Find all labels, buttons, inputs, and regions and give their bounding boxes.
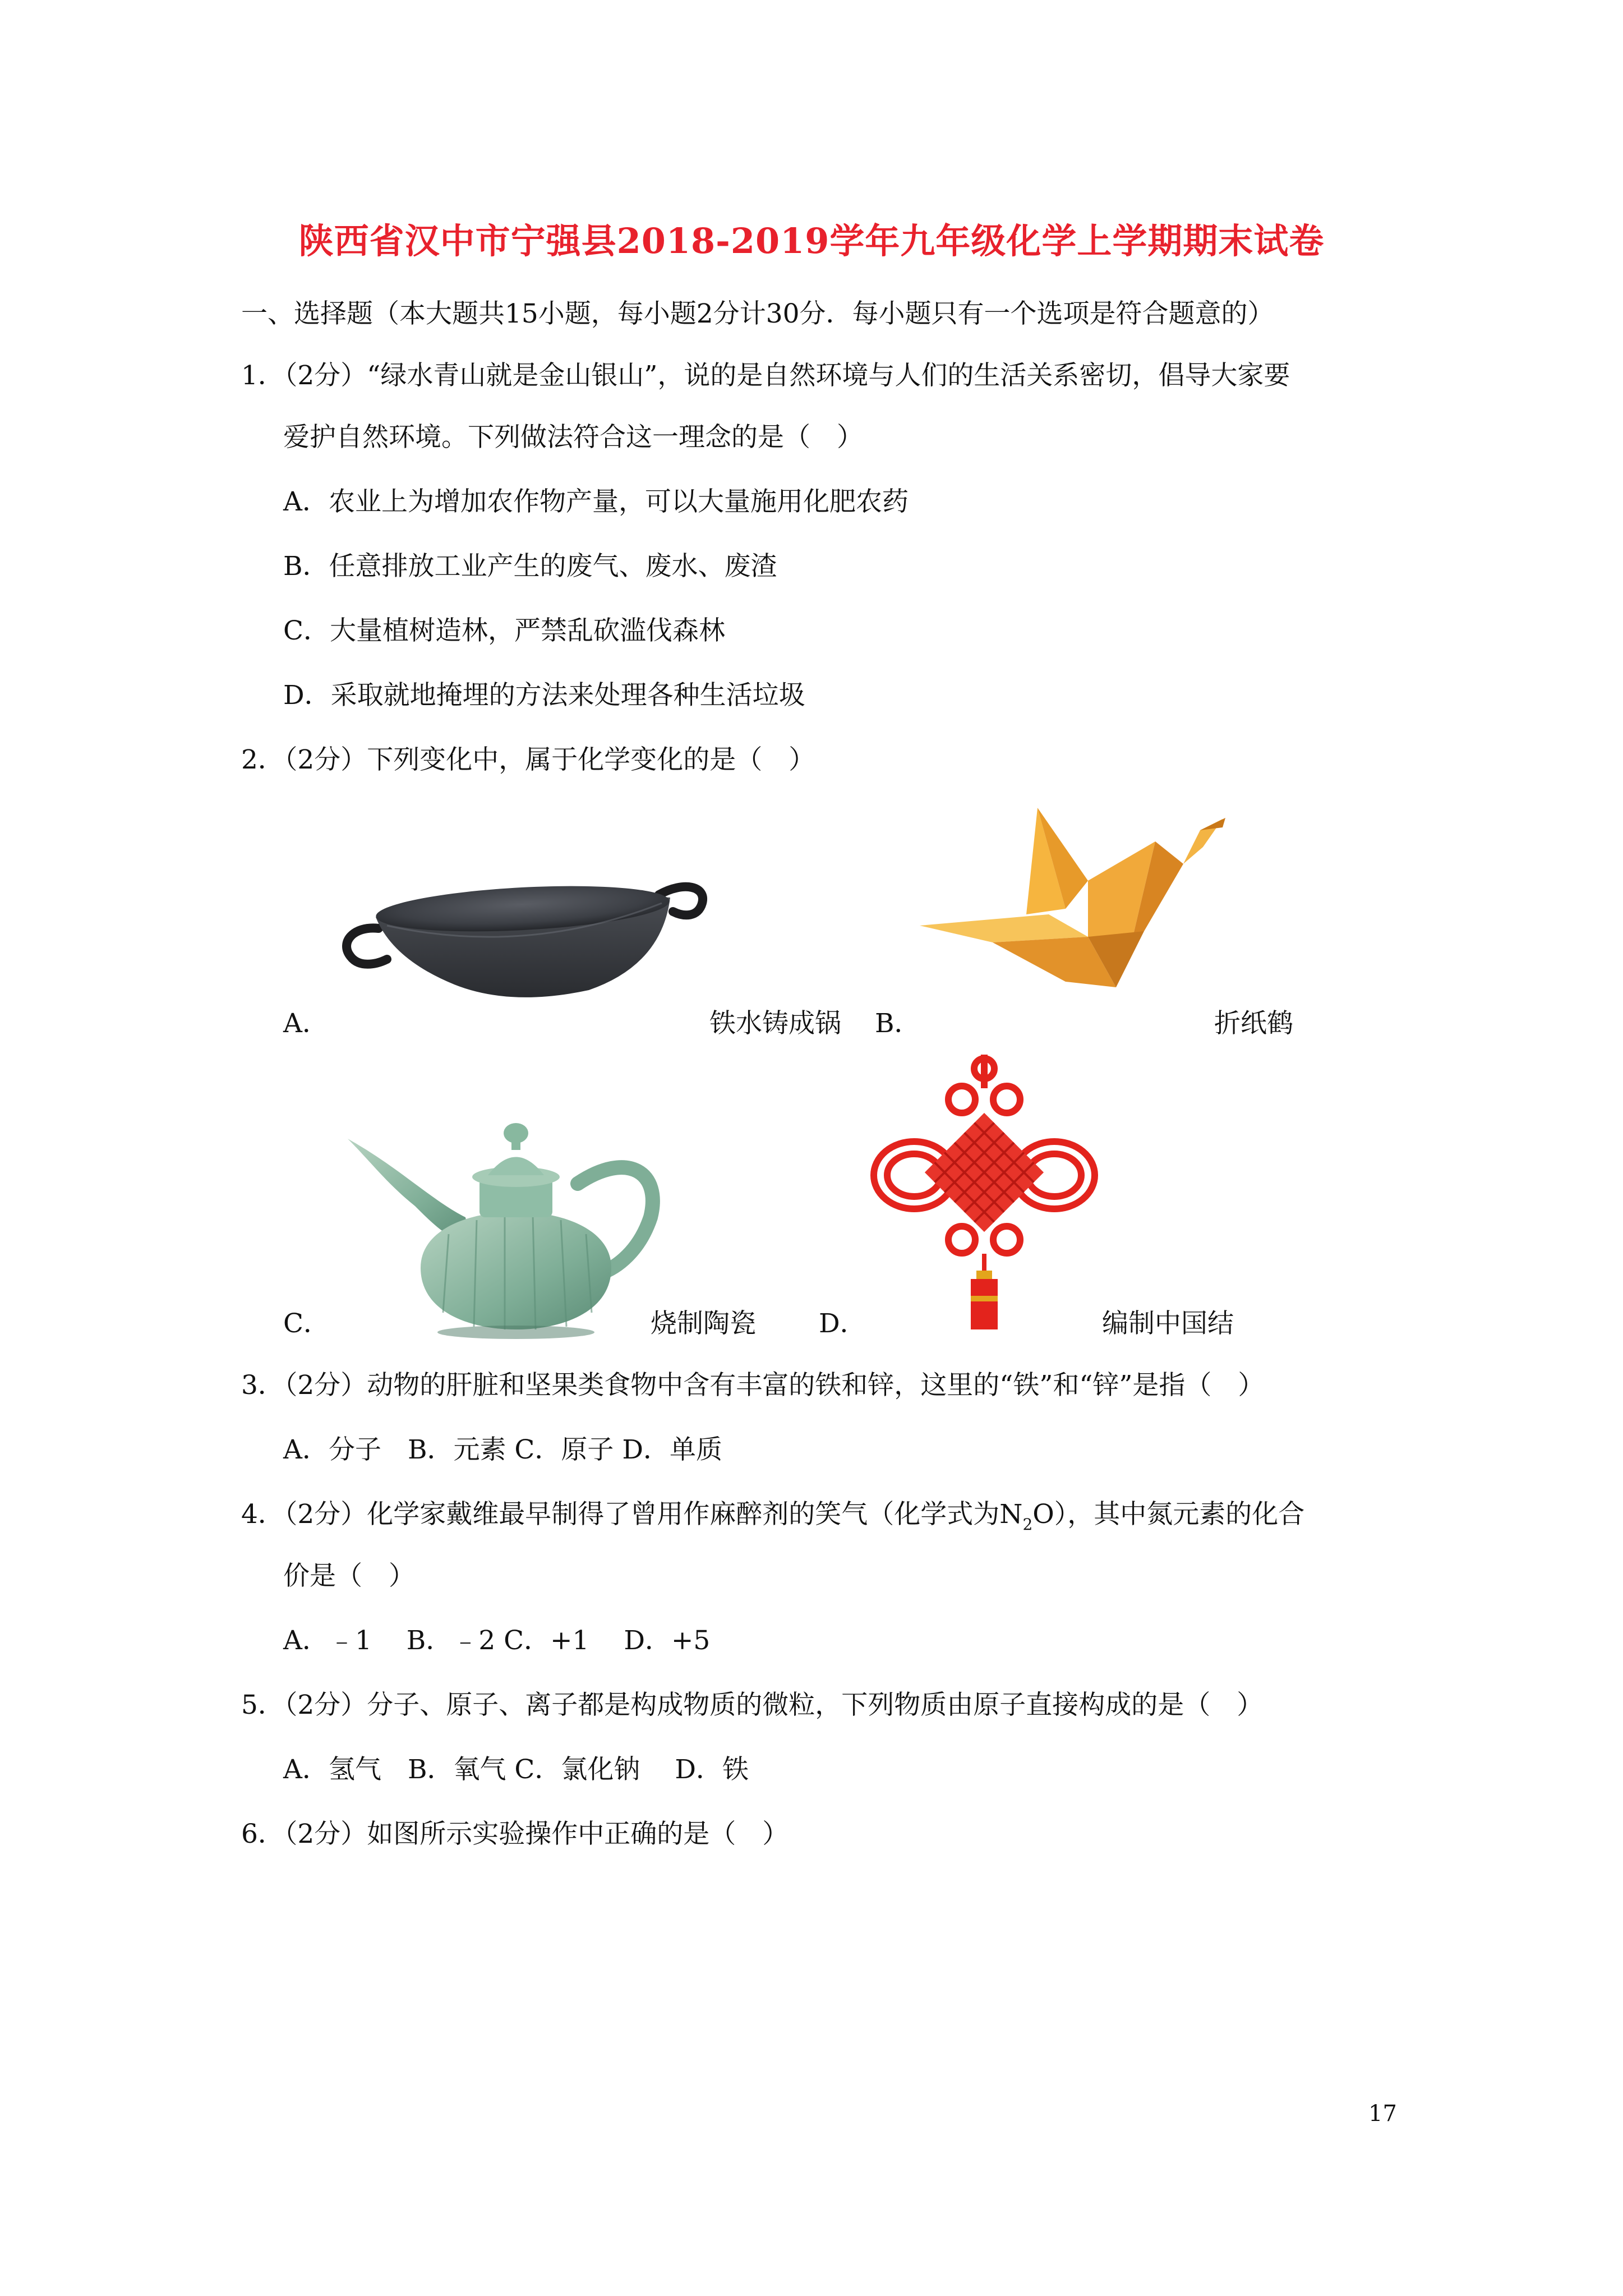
q1-option-d: D．采取就地掩埋的方法来处理各种生活垃圾 <box>283 680 805 711</box>
q1-option-a: A．农业上为增加农作物产量，可以大量施用化肥农药 <box>283 486 909 517</box>
q5-stem: 5．（2分）分子、原子、离子都是构成物质的微粒，下列物质由原子直接构成的是（ ） <box>241 1690 1264 1720</box>
q2-option-a-caption: 铁水铸成锅 <box>709 1008 841 1039</box>
q2-option-c-letter: C． <box>283 1308 330 1339</box>
q3-options: A．分子 B．元素 C．原子 D．单质 <box>283 1434 723 1465</box>
wok-image <box>325 864 718 1010</box>
section-heading: 一、选择题（本大题共15小题，每小题2分计30分．每小题只有一个选项是符合题意的） <box>241 298 1274 329</box>
q2-option-d-letter: D． <box>819 1308 866 1339</box>
page-number: 17 <box>1368 2101 1397 2127</box>
q4-subscript: 2 <box>1022 1515 1033 1534</box>
q2-stem: 2．（2分）下列变化中，属于化学变化的是（ ） <box>241 744 815 775</box>
q1-stem-line1: 1．（2分）“绿水青山就是金山银山”，说的是自然环境与人们的生活关系密切，倡导大家要 <box>241 360 1290 391</box>
q4-stem-pre: 4．（2分）化学家戴维最早制得了曾用作麻醉剂的笑气（化学式为N <box>241 1499 1023 1530</box>
q4-options: A．﹣1 B．﹣2 C．+1 D．+5 <box>283 1625 711 1656</box>
q2-option-b-letter: B． <box>875 1008 921 1039</box>
q2-option-a-letter: A． <box>283 1008 329 1039</box>
q3-stem: 3．（2分）动物的肝脏和坚果类食物中含有丰富的铁和锌，这里的“铁”和“锌”是指（ ） <box>241 1370 1265 1401</box>
q1-option-c: C．大量植树造林，严禁乱砍滥伐森林 <box>283 615 725 646</box>
q1-option-b: B．任意排放工业产生的废气、废水、废渣 <box>283 551 777 582</box>
q5-options: A．氢气 B．氧气 C．氯化钠 D．铁 <box>283 1754 749 1785</box>
q4-stem-post: O），其中氮元素的化合 <box>1032 1499 1305 1530</box>
q2-option-b-caption: 折纸鹤 <box>1214 1008 1293 1039</box>
page-title: 陕西省汉中市宁强县2018-2019学年九年级化学上学期期末试卷 <box>298 220 1325 261</box>
q6-stem: 6．（2分）如图所示实验操作中正确的是（ ） <box>241 1819 789 1849</box>
q2-option-c-caption: 烧制陶瓷 <box>651 1308 756 1339</box>
paper-crane-image <box>920 797 1234 1010</box>
q4-stem-line1 <box>241 1498 1304 1535</box>
celadon-teapot-image <box>336 1105 673 1341</box>
q1-stem-line2: 爱护自然环境。下列做法符合这一理念的是（ ） <box>283 422 863 453</box>
q2-option-d-caption: 编制中国结 <box>1102 1308 1234 1339</box>
q4-stem-line2: 价是（ ） <box>283 1561 415 1591</box>
chinese-knot-image <box>866 1055 1102 1335</box>
